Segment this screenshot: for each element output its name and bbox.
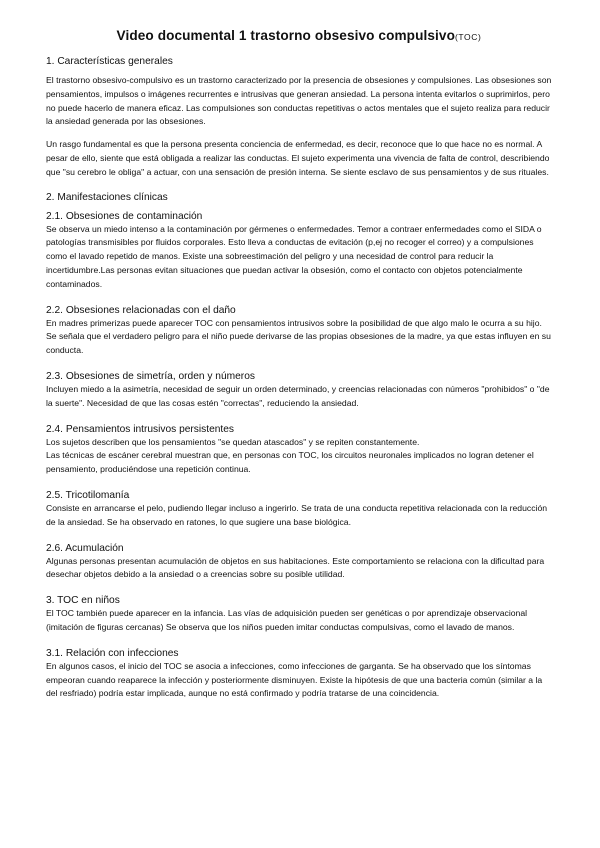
document-title [46, 28, 552, 43]
section-2-4-heading: 2.4. Pensamientos intrusivos persistentes [46, 423, 234, 435]
document-title-main: Video documental 1 trastorno obsesivo compulsivo [116, 28, 455, 43]
document-title-suffix: (TOC) [454, 32, 482, 42]
section-2-6-heading: 2.6. Acumulación [46, 542, 124, 554]
section-2-1-text: Se observa un miedo intenso a la contaminación por gérmenes o enfermedades. Temor a contraer enfermedades como el SIDA o patologías transmisibles por fluidos corporales. Esto lleva a conductas de evitación (p,ej no recoger el correo) y a compulsiones como el lavado repetido de manos. Existe una sobreestimación del peligro y una necesidad de control para reducir la incertidumbre.Las personas evitan situaciones que puedan activar la obsesión, como el contacto con objetos potencialmente contaminados. [46, 223, 542, 289]
section-2-heading: 2. Manifestaciones clínicas [46, 191, 168, 203]
section-2-2-text: En madres primerizas puede aparecer TOC con pensamientos intrusivos sobre la posibilidad de que algo malo le ocurra a su hijo. Se señala que el verdadero peligro para el niño puede derivarse de las propias obsesiones de la madre, ya que estas influyen en su conducta. [46, 317, 551, 356]
section-1-paragraph-2: Un rasgo fundamental es que la persona presenta conciencia de enfermedad, es decir, reconoce que lo que hace no es normal. A pesar de ello, siente que está obligada a realizar las conductas. El sujeto experimenta una vivencia de falta de control, describiendo que "su cerebro le obliga" a actuar, con una sensación de presión interna. Se siente esclavo de sus pensamientos y de sus rituales. [46, 139, 550, 177]
section-2-4-text-2: Las técnicas de escáner cerebral muestran que, en personas con TOC, los circuitos neuronales implicados no logran detener el pensamiento, produciéndose una repetición continua. [46, 450, 534, 475]
section-1-paragraph-1: El trastorno obsesivo-compulsivo es un trastorno caracterizado por la presencia de obsesiones y compulsiones. Las obsesiones son pensamientos, impulsos o imágenes recurrentes e intrusivas que generan ansiedad. La persona intenta evitarlos o suprimirlos, pero no puede hacerlo de manera eficaz. Las compulsiones son conductas repetitivas o actos mentales que el sujeto realiza para reducir la ansiedad generada por las obsesiones. [46, 75, 552, 127]
section-3-1-heading: 3.1. Relación con infecciones [46, 647, 179, 659]
section-2-1-heading: 2.1. Obsesiones de contaminación [46, 210, 203, 222]
section-2-4-text-1: Los sujetos describen que los pensamientos "se quedan atascados" y se repiten constantemente. [46, 436, 420, 447]
section-2-3-heading: 2.3. Obsesiones de simetría, orden y números [46, 370, 255, 382]
section-2-5-text: Consiste en arrancarse el pelo, pudiendo llegar incluso a ingerirlo. Se trata de una conducta repetitiva relacionada con la reducción de la ansiedad. Se ha observado en ratones, lo que sugiere una base biológica. [46, 502, 548, 527]
section-3-heading: 3. TOC en niños [46, 595, 120, 607]
section-1-heading: 1. Características generales [46, 56, 173, 67]
section-2-5-heading: 2.5. Tricotilomanía [46, 489, 130, 501]
section-2-3-text: Incluyen miedo a la asimetría, necesidad de seguir un orden determinado, y creencias relacionadas con números "prohibidos" o "de la suerte". Necesidad de que las cosas estén "correctas", reduciendo la ansiedad. [46, 383, 550, 408]
section-3-1-text: En algunos casos, el inicio del TOC se asocia a infecciones, como infecciones de garganta. Se ha observado que los síntomas empeoran cuando reaparece la infección y posteriormente disminuyen. Existe la hipótesis de que una bacteria común (similar a la del resfriado) podría estar implicada, aunque no está confirmado y podría tratarse de una coincidencia. [46, 660, 543, 699]
section-2-6-text: Algunas personas presentan acumulación de objetos en sus habitaciones. Este comportamiento se relaciona con la dificultad para desechar objetos debido a la ansiedad o a creencias sobre su posible utilidad. [46, 555, 545, 580]
section-2-2-heading: 2.2. Obsesiones relacionadas con el daño [46, 304, 236, 316]
section-3-text: El TOC también puede aparecer en la infancia. Las vías de adquisición pueden ser genéticas o por aprendizaje observacional (imitación de figuras cercanas) Se observa que los niños pueden imitar conductas compulsivas, como el lavado de manos. [46, 608, 528, 632]
